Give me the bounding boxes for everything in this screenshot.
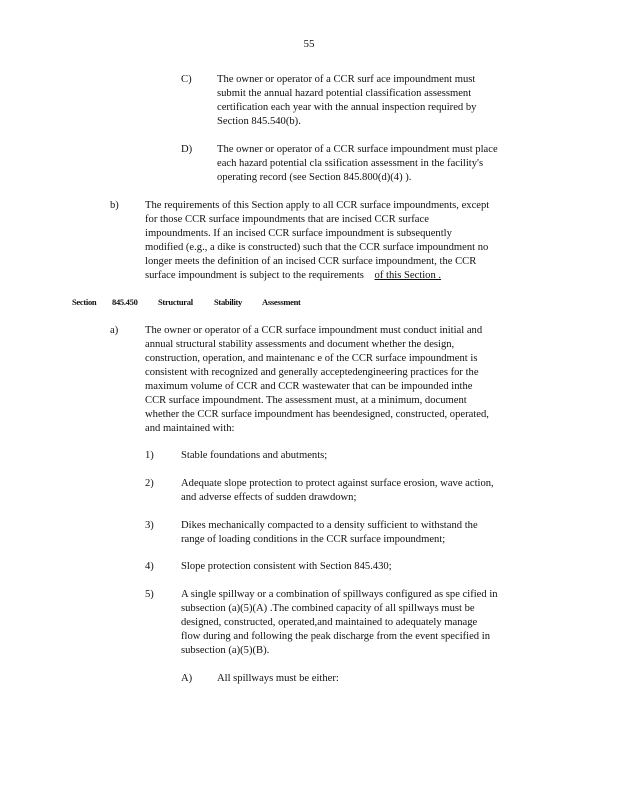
item-b-label: b) — [110, 200, 119, 211]
item-d-line: each hazard potential cla ssification assessment in the facility's — [217, 158, 484, 169]
sub-item-line: Stable foundations and abutments; — [181, 450, 328, 461]
page-number: 55 — [303, 38, 315, 50]
item-c-label: C) — [181, 74, 192, 85]
item-capital-a-line: All spillways must be either: — [217, 673, 339, 684]
item-a-line: annual structural stability assessments and document whether the design, — [145, 339, 455, 350]
sub-item-label: 4) — [145, 561, 154, 572]
item-b-last-prefix: surface impoundment is subject to the requirements — [145, 270, 364, 281]
item-d-line: operating record (see Section 845.800(d)(4) ). — [217, 172, 412, 183]
item-b-line: longer meets the definition of an incised CCR surface impoundment, the CCR — [145, 256, 477, 267]
sub-item-line: flow during and following the peak discharge from the event specified in — [181, 631, 490, 642]
item-a-line: consistent with recognized and generally acceptedengineering practices for the — [145, 367, 479, 378]
item-b-line: for those CCR surface impoundments that are incised CCR surface — [145, 214, 429, 225]
item-b-underlined-text: of this Section . — [374, 270, 442, 281]
sub-item-line: and adverse effects of sudden drawdown; — [181, 492, 357, 503]
item-a-line: The owner or operator of a CCR surface impoundment must conduct initial and — [145, 325, 483, 336]
item-a-line: CCR surface impoundment. The assessment must, at a minimum, document — [145, 395, 467, 406]
sub-item-line: A single spillway or a combination of spillways configured as spe cified in — [181, 589, 498, 600]
item-a-line: and maintained with: — [145, 423, 235, 434]
item-b-line: impoundments. If an incised CCR surface impoundment is subsequently — [145, 228, 452, 239]
section-number: 845.450 — [112, 297, 138, 307]
sub-item-line: designed, constructed, operated,and maintained to adequately manage — [181, 617, 478, 628]
item-a-label: a) — [110, 325, 119, 336]
item-a-line: maximum volume of CCR and CCR wastewater that can be impounded inthe — [145, 381, 473, 392]
sub-item-line: range of loading conditions in the CCR surface impoundment; — [181, 534, 446, 545]
sub-item-line: subsection (a)(5)(B). — [181, 645, 270, 656]
sub-item-line: Slope protection consistent with Section 845.430; — [181, 561, 392, 572]
section-title-part: Assessment — [262, 297, 301, 307]
item-capital-a-label: A) — [181, 673, 193, 684]
sub-item-label: 1) — [145, 450, 154, 461]
item-b-line: modified (e.g., a dike is constructed) such that the CCR surface impoundment no — [145, 242, 489, 253]
item-a-line: whether the CCR surface impoundment has beendesigned, constructed, operated, — [145, 409, 489, 420]
section-title-part: Stability — [214, 297, 243, 307]
sub-item-line: subsection (a)(5)(A) .The combined capacity of all spillways must be — [181, 603, 475, 614]
item-c-line: certification each year with the annual inspection required by — [217, 102, 477, 113]
sub-item-label: 5) — [145, 589, 154, 600]
item-b-last-line — [145, 269, 441, 283]
sub-item-line: Adequate slope protection to protect against surface erosion, wave action, — [181, 478, 494, 489]
sub-item-label: 2) — [145, 478, 154, 489]
item-c-line: The owner or operator of a CCR surf ace impoundment must — [217, 74, 476, 85]
item-d-line: The owner or operator of a CCR surface impoundment must place — [217, 144, 498, 155]
sub-item-line: Dikes mechanically compacted to a density sufficient to withstand the — [181, 520, 478, 531]
item-c-line: submit the annual hazard potential classification assessment — [217, 88, 472, 99]
item-a-line: construction, operation, and maintenanc e of the CCR surface impoundment is — [145, 353, 478, 364]
section-title-part: Structural — [158, 297, 193, 307]
sub-item-label: 3) — [145, 520, 154, 531]
item-b-line: The requirements of this Section apply to all CCR surface impoundments, except — [145, 200, 490, 211]
section-word: Section — [72, 297, 97, 307]
item-d-label: D) — [181, 144, 193, 155]
item-c-line: Section 845.540(b). — [217, 116, 301, 127]
